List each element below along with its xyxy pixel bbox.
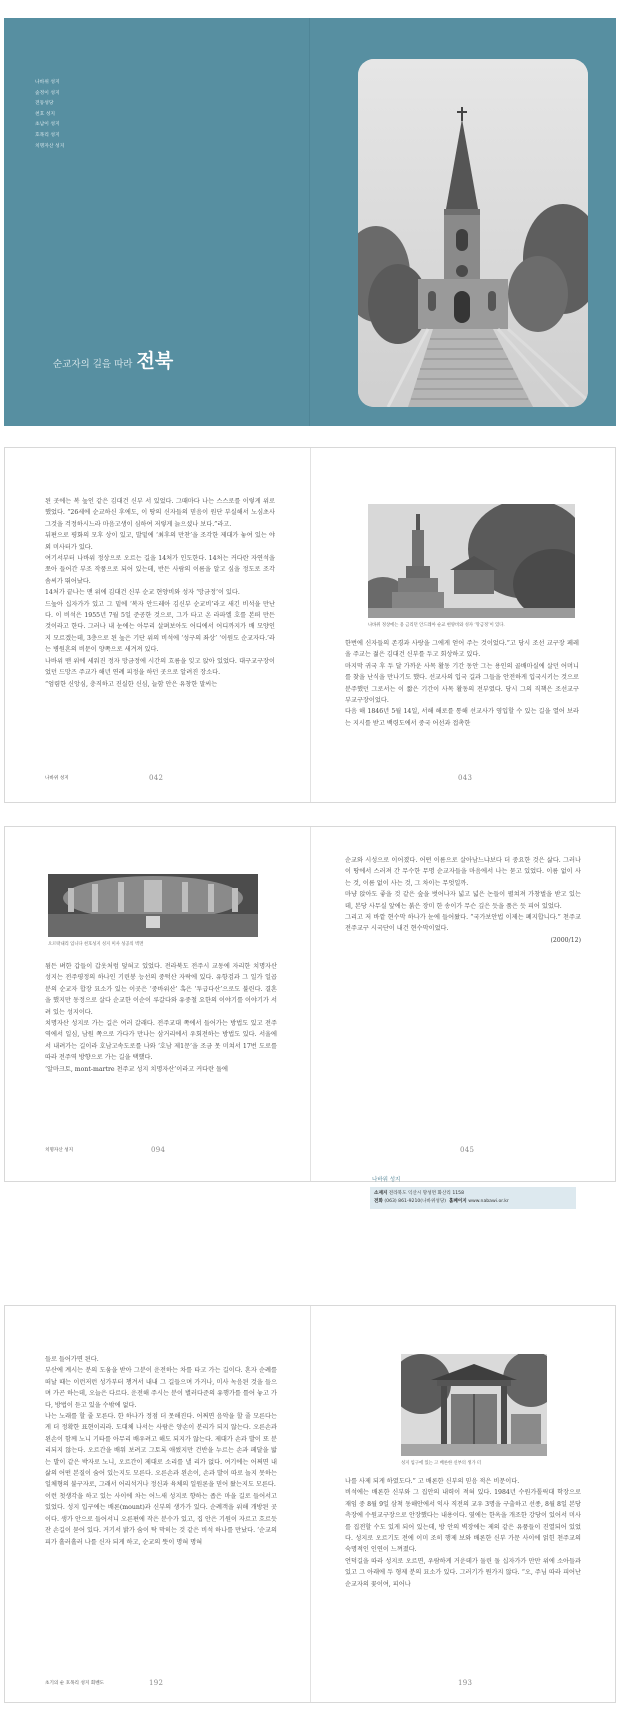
cover-spread xyxy=(4,18,616,426)
web-label: 홈페이지 xyxy=(448,1199,467,1204)
paragraph: 다음 해 1846년 5월 14일, 서해 해로를 통해 선교사가 영입할 수 있는 길을 열어 보라는 지시를 받고 백령도에서 중국 어선과 접촉한 xyxy=(345,708,579,727)
left-page-body xyxy=(45,1354,277,1548)
paragraph: 순교와 시성으로 이어졌다. 어떤 이름으로 살아남느냐보다 더 중요한 것은 삶다. 그러나 이 땅에서 스러져 간 무수한 무명 순교자들을 마음에서 나는 묻고 있었다. 이름 없이 사는 것, 이름 없이 사는 것, 그 차이는 무엇일까. xyxy=(345,857,581,887)
paragraph: 마냥 앉아도 좋을 것 같은 숲을 벗어나자 넓고 넓은 논들이 펼쳐져 가창벌을 받고 있는데, 본당 사무실 앞에는 붉은 장미 한 송이가 무슨 깊은 듯을 품은 듯 피어 있었다. xyxy=(345,891,581,910)
address-value: 전라북도 익산시 망성면 화산리 1158 xyxy=(388,1191,465,1196)
toc-item: 천호 성지 xyxy=(35,111,56,117)
site-contact-line xyxy=(374,1198,572,1206)
site-info-box xyxy=(370,1173,576,1209)
phone-value: (063) 861-9210(나바위성당) xyxy=(384,1199,447,1204)
paragraph: 비석에는 배론한 신부와 그 집안의 내력이 적혀 있다. 1984년 수원가톨릭대 학장으로 재임 중 8월 9일 삼척 동해안에서 익사 직전의 교우 3명을 구출하고 선종, 8월 8일 본당 측장에 수원교구장으로 안장했다는 내용이다. 옆에는 한옥을 개조한 강당이 있어서 미사를 집전할 수도 있게 되어 있는데, 방 안의 벽장에는 제의 같은 유품들이 진열되어 있었다. 성지로 오르기도 전에 이미 조히 행제 보와 배론한 신부 가문 사이에 얽힌 천주교의 숙명적인 인연이 느껴졌다. xyxy=(345,1489,581,1554)
paragraph: 14처가 끝나는 맨 위에 김대건 신부 순교 현양비와 성자 ‘망금정’이 있다. xyxy=(45,589,240,597)
paragraph: “엄렴한 신앙심, 충직하고 진실한 신심, 늘함 안은 유창한 말씨는 xyxy=(45,680,218,688)
date-note: (2000/12) xyxy=(550,936,581,944)
paragraph: 나는 노래를 할 줄 모른다. 한 하나가 정점 더 못해진다. 어쩌면 음악을 할 줄 모른다는 게 더 정확한 표현이리라. 도대체 나서는 사람은 양손이 분리가 되지 않는다. 오른손과 왼손이 함께 노니 기타를 아무리 배우려고 해도 되지가 않는다. 제대가 손과 발이 또 분리되지 않는다. 오르간을 배워 보려고 그토록 애썼지만 건반을 누르는 손과 페달을 밟는 발이 같은 박자로 노니, 오르간이 제대로 소리를 낼 리가 없다. 여기에는 어쩌면 내 삶의 어떤 본질이 숨어 있는지도 모른다. 오른손과 왼손이, 손과 발이 따로 놀지 못하는 일체형의 불구자로, 그래서 어리석거나 정신과 육체의 일원론을 믿어 왔는지도 모른다. xyxy=(45,1413,277,1489)
paragraph: 여기서부터 나바위 정상으로 오르는 길을 14처가 인도한다. 14처는 커다란 자연석을 쪼아 들어간 부조 작품으로 되어 있는데, 반든 사람의 이름을 알고 싶을 정도로 조각 솜씨가 뛰어났다. xyxy=(45,555,275,585)
paragraph: 됨든 벼한 갑들이 갑옷처럼 덮혀고 있었다. 전라북도 전주시 교동에 자리한 치명자산 성지는 전주평정의 하나인 기린봉 능선의 중턱산 자락에 있다. 유항검과 그 일가 일곱 분의 순교자 합장 묘소가 있는 이곳은 ‘중바위산’ 혹은 ‘투급다산’으로도 불린다. 결혼을 했지만 동정으로 살다 순교한 이순이 루갈다와 유중철 요한의 이야기를 이야기가 서려 있는 성지이다. xyxy=(45,963,277,1016)
photo-caption: 성지 입구에 있는 고 배론한 신부의 생가 터 xyxy=(401,1461,482,1466)
page-number: 045 xyxy=(460,1146,475,1154)
spread-gutter xyxy=(310,448,311,802)
photo-caption: 나바위 정상에는 용 금리던 안드레아 순교 현양비와 성자 ‘망금정’이 있다. xyxy=(368,623,505,628)
monument-photo xyxy=(368,504,575,618)
paragraph: 나바위 맨 위에 세워진 정자 망금정에 시간의 흐름을 잊고 앉아 있었다. 대구교구장이었던 드망즈 주교가 해년 연례 피정을 하던 곳으로 알려진 장소다. xyxy=(45,657,275,677)
toc-item: 나바위 성지 xyxy=(35,80,60,85)
page-number: 043 xyxy=(458,774,473,782)
spread-gutter xyxy=(309,18,310,426)
running-footer: 치명자산 성지 xyxy=(45,1148,74,1153)
phone-label: 전화 xyxy=(374,1199,383,1204)
spread-gutter xyxy=(310,827,311,1181)
paragraph: 이런 첫생각을 하고 있는 사이에 차는 어느새 성지로 향하는 좁은 마을 길로 들어서고 있었다. 성지 입구에는 배론(mount)과 신부의 생가가 있다. 순례객을 위해 개방된 곳이다. 생가 안으로 들어서니 오른편에 작은 분수가 있고, 집 안은 기원이 자르고 흐르듯 잔 손길이 묻어 있다. 거기서 밝가 숨이 탁 막히는 것 같은 비석 하나를 만났다. ‘순교의 피가 흘러흘러 나를 신자 되게 하고, 순교의 뜻이 명혀 명혀 xyxy=(45,1492,277,1546)
gate-illustration xyxy=(401,1354,547,1456)
page-number: 094 xyxy=(151,1146,166,1154)
monument-illustration xyxy=(368,504,575,618)
paragraph: ‘알마크토, mont-martre 천주교 성지 치명자산’이라고 커다란 돌에 xyxy=(45,1065,228,1073)
paragraph: 부산에 계시는 분의 도움을 받아 그분이 운전하는 차를 타고 가는 길이다. 혼자 순례를 떠날 때는 이런저런 성가부터 챙겨서 내내 그 길들으며 가거나, 미사 녹음된 것을 들으며 가곤 하는데, 오늘은 다르다. 운전해 주시는 분이 별러다준의 유행가를 틀어 놓고 가다, 방법이 듣고 있을 수밖에 없다. xyxy=(45,1367,277,1409)
gate-photo xyxy=(401,1354,547,1456)
site-address-line xyxy=(374,1190,572,1198)
spread-gutter xyxy=(310,1306,311,1702)
page-number: 042 xyxy=(149,774,164,782)
paragraph: 드높아 십자가가 있고 그 밑에 ‘복자 안드레아 김신부 순교비’라고 새긴 비석을 만난다. 이 비석은 1955년 7월 5일 준공한 것으로, 그가 타고 온 라파엘 호를 본떠 만든 것이라고 한다. 그러나 내 눈에는 아무리 살펴보아도 어디에서 어디까지가 배 모양인지 모르겠는데, 3층으로 된 높은 기단 위의 비석에 ‘성구의 좌상’ ‘이원도 순교자다.’라는 병원흔의 비문이 양쪽으로 새겨져 있다. xyxy=(45,600,275,654)
spread-pages-94-95 xyxy=(4,826,616,1182)
toc-item: 치명자산 성지 xyxy=(35,143,65,149)
toc-item: 호목리 성지 xyxy=(35,132,60,138)
spread-pages-192-193 xyxy=(4,1305,616,1703)
cover-title-main: 전북 xyxy=(136,350,174,372)
running-footer: 초기의 순 호목리 성지 회벤도 xyxy=(45,1681,105,1686)
paragraph: 뒤편으로 평화의 모후 상이 있고, 발밑에 ‘최후의 만찬’을 조각한 제대가 놓여 있는 야외 미사터가 있다. xyxy=(45,532,275,551)
address-label: 소재지 xyxy=(374,1191,388,1196)
cover-toc xyxy=(35,78,64,152)
cathedral-illustration xyxy=(358,59,588,407)
cover-title xyxy=(53,346,173,373)
left-page-body xyxy=(45,961,277,1075)
toc-item: 전동성당 xyxy=(35,101,54,107)
left-page-body xyxy=(45,496,275,690)
page-number: 192 xyxy=(149,1679,164,1687)
running-footer: 나바위 성지 xyxy=(45,776,69,781)
paragraph: 된 곳에는 복 높인 같은 김대건 신부 서 있었다. 그때마다 나는 스스로를 이렇게 위로했었다. “26세에 순교하신 후에도, 이 땅의 신자들의 믿음이 원단 부실해서 노심초사 그것을 걱정하시느라 마음고생이 심하여 저렇게 늙으셨나 보다.”라고. xyxy=(45,498,275,528)
spread-pages-42-43 xyxy=(4,447,616,803)
right-page-body xyxy=(345,1476,581,1590)
web-value: www.nabawi.or.kr xyxy=(468,1199,509,1204)
paragraph: 한번에 신자들의 존경과 사랑을 그에게 얻어 주는 것이었다.”고 당시 조선 교구장 페레올 주교는 젊은 김대건 신부를 두고 회상하고 있다. xyxy=(345,640,579,659)
chapel-photo xyxy=(48,874,258,937)
site-info-body xyxy=(370,1187,576,1209)
photo-caption: 오르락내리 입니다 천호성지 성지 미사 성공의 벽면 xyxy=(48,942,144,947)
paragraph: 마지막 귀국 후 두 달 가까운 사목 활동 기간 동안 그는 용인의 골배마실에 살던 어머니를 찾을 난식을 만나기도 했다. 선교사의 입국 길과 그들을 안전하게 입국시키는 것으로 분주했던 그로서는 이 짧은 기간이 사목 활동의 전부였다. 당시 그의 직책은 조선교구 부교구장이었다. xyxy=(345,662,579,705)
right-page-body xyxy=(345,638,579,729)
toc-item: 숲정이 성지 xyxy=(35,90,60,96)
site-info-title: 나바위 성지 xyxy=(372,1177,401,1183)
paragraph: 들로 들어가면 된다. xyxy=(45,1356,99,1363)
toc-item: 초남이 성지 xyxy=(35,122,60,128)
paragraph: 치명자산 성지로 가는 길은 여러 갈래다. 전주교대 쪽에서 들어가는 방법도 있고 전주역에서 일심, 남원 쪽으로 가다가 만나는 삼거리에서 우회전하는 방법도 있다. 서울에서 내려가는 길이라 호남고속도로를 나와 ‘호남 제1문’을 조금 못 미쳐서 17번 도로를 따라 전주역 방향으로 가는 길을 택했다. xyxy=(45,1020,277,1062)
cover-subtitle: 순교자의 길을 따라 xyxy=(53,359,133,370)
page-number: 193 xyxy=(458,1679,473,1687)
paragraph: 나를 사제 되게 하였도다.” 고 배론한 신부의 믿음 적은 비문이다. xyxy=(345,1478,520,1485)
paragraph: 그리고 저 바깥 현수막 하나가 눈에 들어왔다. “국가보안법 이제는 폐지합니다.” 천주교 전주교구 시국단이 내건 현수막이었다. xyxy=(345,914,581,933)
chapel-illustration xyxy=(48,874,258,937)
paragraph: 언덕길을 따라 성지로 오르면, 우람하게 거운데가 둘린 돌 십자가가 만만 위에 소아들과 있고 그 아래에 두 형제 분의 묘소가 있다. 그러기가 뭔가지 않다. “오, 주님 따라 피어난 순교자의 꽃이여, 피어나 xyxy=(345,1557,581,1588)
right-page-body xyxy=(345,855,581,946)
cathedral-photo xyxy=(358,59,588,407)
